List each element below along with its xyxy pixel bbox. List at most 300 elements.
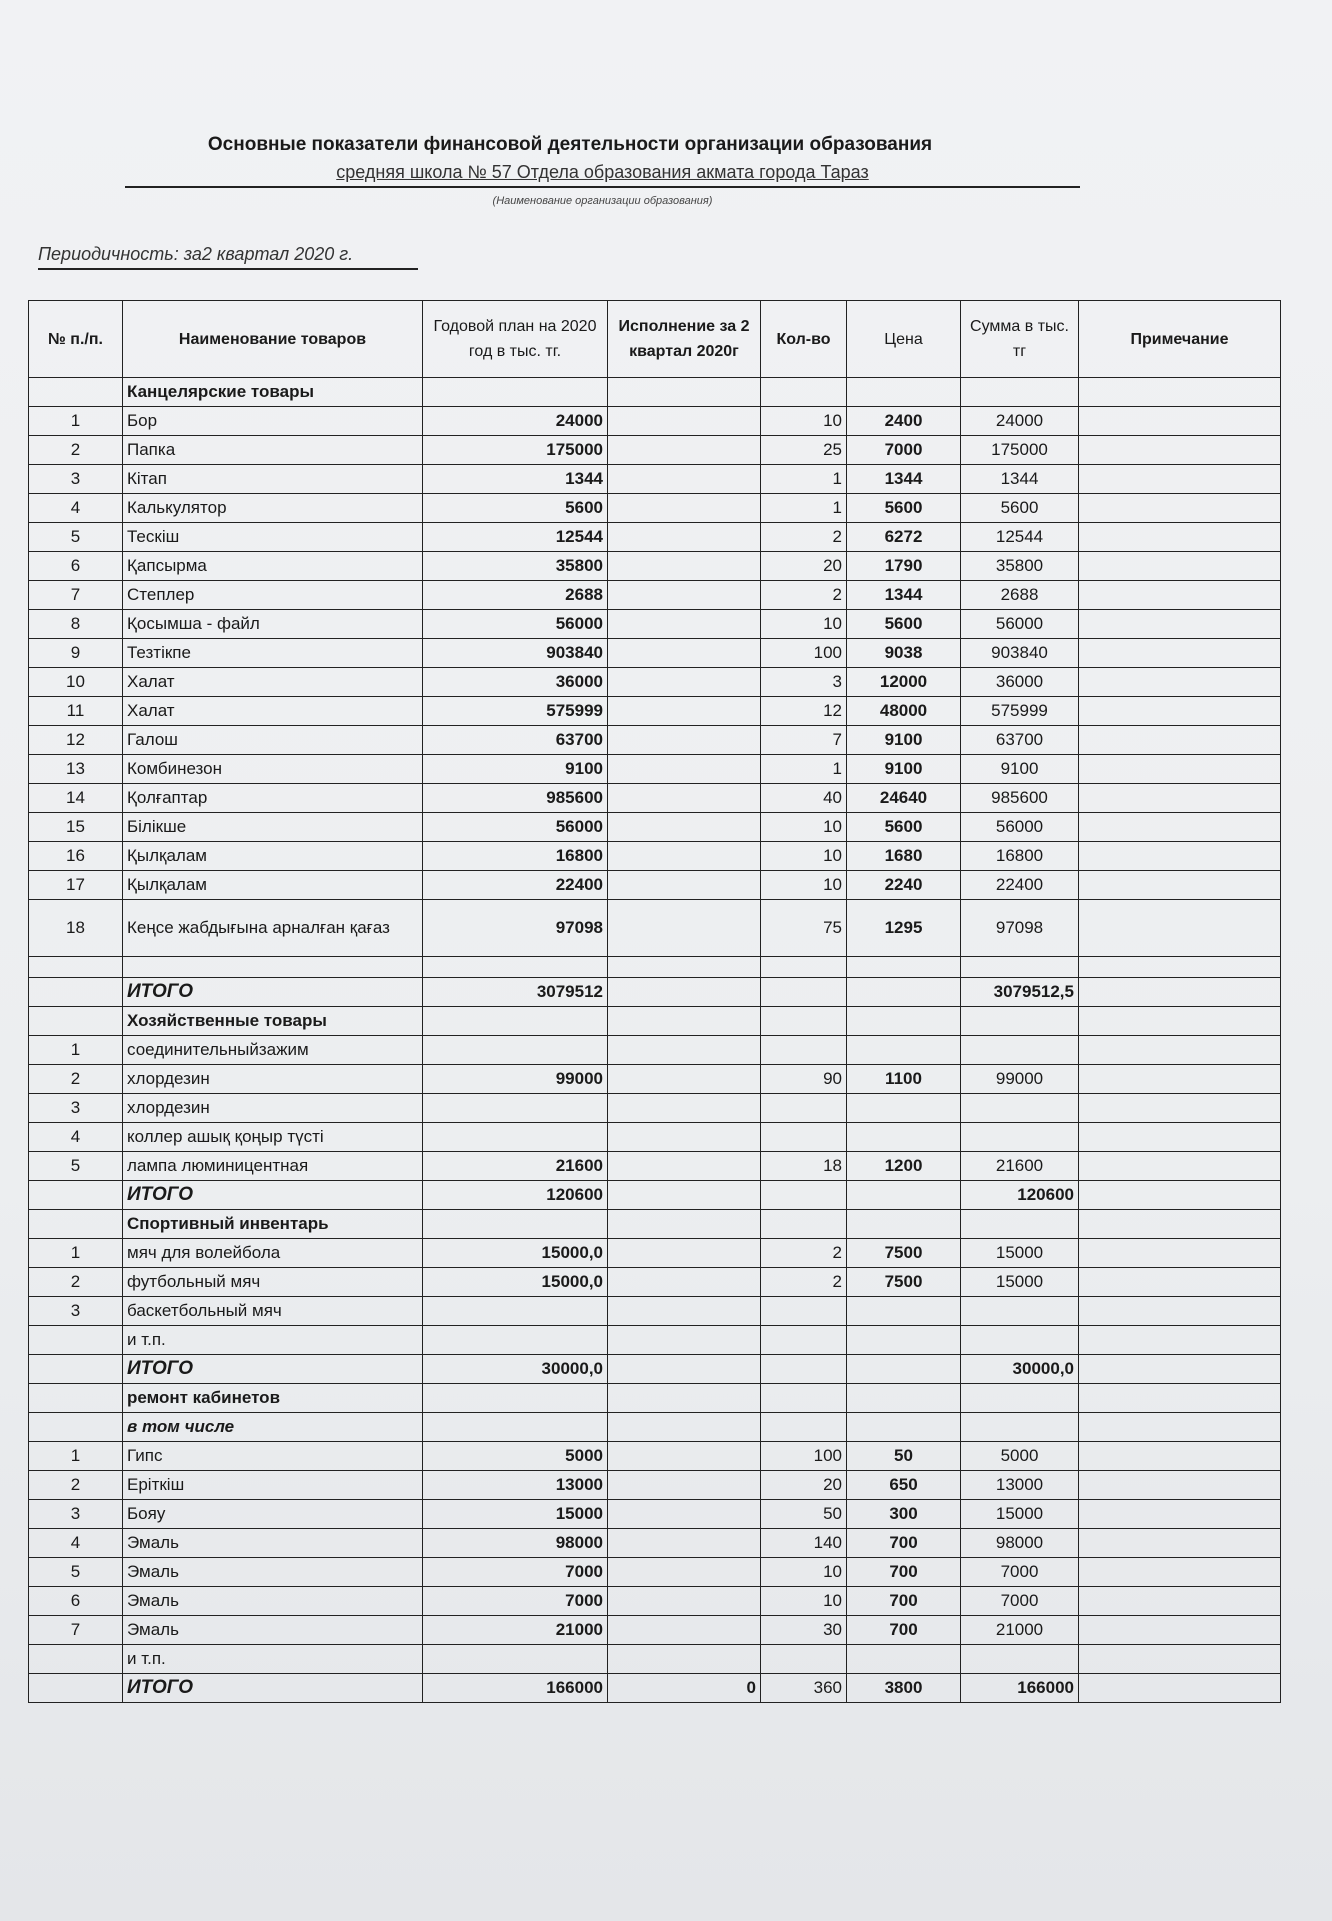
sum-cell: 2688	[961, 581, 1079, 610]
execution-cell	[608, 1442, 761, 1471]
row-number-cell: 3	[29, 1094, 123, 1123]
annual-plan-cell	[423, 1210, 608, 1239]
price-cell: 5600	[847, 610, 961, 639]
row-number-cell	[29, 378, 123, 407]
price-cell: 1100	[847, 1065, 961, 1094]
annual-plan-cell: 21600	[423, 1152, 608, 1181]
price-cell	[847, 378, 961, 407]
quantity-cell: 50	[761, 1500, 847, 1529]
report-title: Основные показатели финансовой деятельности организации образования	[207, 134, 933, 155]
execution-cell	[608, 755, 761, 784]
header-col-price: Цена	[847, 301, 961, 378]
row-number-cell: 10	[29, 668, 123, 697]
table-row	[29, 523, 1281, 552]
annual-plan-cell: 98000	[423, 1529, 608, 1558]
item-name-cell: Степлер	[123, 581, 423, 610]
execution-cell	[608, 378, 761, 407]
sum-cell: 13000	[961, 1471, 1079, 1500]
sum-cell	[961, 957, 1079, 978]
price-cell	[847, 1094, 961, 1123]
total-row	[29, 1674, 1281, 1703]
price-cell: 5600	[847, 813, 961, 842]
execution-cell	[608, 1094, 761, 1123]
row-number-cell: 17	[29, 871, 123, 900]
row-number-cell	[29, 1355, 123, 1384]
quantity-cell: 10	[761, 1587, 847, 1616]
note-cell	[1079, 1558, 1281, 1587]
row-number-cell	[29, 1674, 123, 1703]
row-number-cell: 9	[29, 639, 123, 668]
table-row	[29, 1036, 1281, 1065]
item-name-cell: Еріткіш	[123, 1471, 423, 1500]
organization-caption: (Наименование организации образования)	[492, 195, 713, 207]
annual-plan-cell	[423, 1036, 608, 1065]
table-row	[29, 1152, 1281, 1181]
quantity-cell: 10	[761, 1558, 847, 1587]
sum-cell: 903840	[961, 639, 1079, 668]
sum-cell: 7000	[961, 1587, 1079, 1616]
item-name-cell: Эмаль	[123, 1616, 423, 1645]
quantity-cell	[761, 1413, 847, 1442]
execution-cell	[608, 1239, 761, 1268]
annual-plan-cell: 16800	[423, 842, 608, 871]
price-cell	[847, 957, 961, 978]
price-cell: 700	[847, 1587, 961, 1616]
price-cell: 5600	[847, 494, 961, 523]
price-cell	[847, 1210, 961, 1239]
financial-table	[28, 300, 1281, 1703]
price-cell: 1680	[847, 842, 961, 871]
price-cell	[847, 1645, 961, 1674]
table-row	[29, 436, 1281, 465]
row-number-cell: 3	[29, 465, 123, 494]
item-name-cell: мяч для волейбола	[123, 1239, 423, 1268]
annual-plan-cell: 35800	[423, 552, 608, 581]
item-name-cell: лампа люминицентная	[123, 1152, 423, 1181]
annual-plan-cell: 21000	[423, 1616, 608, 1645]
execution-cell	[608, 1645, 761, 1674]
quantity-cell: 10	[761, 842, 847, 871]
execution-cell	[608, 407, 761, 436]
note-cell	[1079, 1123, 1281, 1152]
row-number-cell: 1	[29, 1036, 123, 1065]
annual-plan-cell	[423, 1297, 608, 1326]
table-row	[29, 668, 1281, 697]
annual-plan-cell	[423, 1413, 608, 1442]
row-number-cell	[29, 1384, 123, 1413]
execution-cell	[608, 465, 761, 494]
annual-plan-cell: 56000	[423, 610, 608, 639]
note-cell	[1079, 978, 1281, 1007]
row-number-cell	[29, 1645, 123, 1674]
sum-cell: 99000	[961, 1065, 1079, 1094]
row-number-cell	[29, 978, 123, 1007]
quantity-cell: 10	[761, 407, 847, 436]
row-number-cell: 18	[29, 900, 123, 957]
row-number-cell	[29, 1210, 123, 1239]
execution-cell	[608, 1587, 761, 1616]
item-name-cell: хлордезин	[123, 1065, 423, 1094]
price-cell	[847, 1123, 961, 1152]
item-name-cell: футбольный мяч	[123, 1268, 423, 1297]
row-number-cell: 1	[29, 407, 123, 436]
quantity-cell: 10	[761, 871, 847, 900]
quantity-cell	[761, 1036, 847, 1065]
annual-plan-cell: 7000	[423, 1587, 608, 1616]
table-row	[29, 1413, 1281, 1442]
note-cell	[1079, 1616, 1281, 1645]
note-cell	[1079, 697, 1281, 726]
annual-plan-cell: 9100	[423, 755, 608, 784]
row-number-cell: 12	[29, 726, 123, 755]
sum-cell: 15000	[961, 1500, 1079, 1529]
execution-cell	[608, 957, 761, 978]
header-col-plan: Годовой план на 2020 год в тыс. тг.	[423, 301, 608, 378]
row-number-cell: 2	[29, 1268, 123, 1297]
quantity-cell: 18	[761, 1152, 847, 1181]
periodicity: Периодичность: за2 квартал 2020 г.	[38, 244, 418, 270]
sum-cell: 3079512,5	[961, 978, 1079, 1007]
header-col-execution: Исполнение за 2 квартал 2020г	[608, 301, 761, 378]
item-name-cell: Бор	[123, 407, 423, 436]
annual-plan-cell	[423, 378, 608, 407]
annual-plan-cell: 1344	[423, 465, 608, 494]
quantity-cell: 100	[761, 1442, 847, 1471]
row-number-cell	[29, 1413, 123, 1442]
sum-cell: 56000	[961, 610, 1079, 639]
section-row	[29, 1210, 1281, 1239]
execution-cell	[608, 668, 761, 697]
note-cell	[1079, 465, 1281, 494]
execution-cell	[608, 1384, 761, 1413]
annual-plan-cell: 12544	[423, 523, 608, 552]
execution-cell	[608, 1007, 761, 1036]
execution-cell	[608, 1355, 761, 1384]
sum-cell: 97098	[961, 900, 1079, 957]
note-cell	[1079, 1471, 1281, 1500]
price-cell: 1344	[847, 581, 961, 610]
item-name-cell: Эмаль	[123, 1558, 423, 1587]
table-row	[29, 957, 1281, 978]
row-number-cell: 4	[29, 494, 123, 523]
table-row	[29, 697, 1281, 726]
row-number-cell: 6	[29, 1587, 123, 1616]
quantity-cell	[761, 978, 847, 1007]
item-name-cell: Эмаль	[123, 1529, 423, 1558]
sum-cell	[961, 1123, 1079, 1152]
note-cell	[1079, 668, 1281, 697]
price-cell: 9038	[847, 639, 961, 668]
annual-plan-cell: 575999	[423, 697, 608, 726]
section-row	[29, 1384, 1281, 1413]
table-row	[29, 1500, 1281, 1529]
item-name-cell: Халат	[123, 697, 423, 726]
table-row	[29, 755, 1281, 784]
annual-plan-cell: 5000	[423, 1442, 608, 1471]
sum-cell: 1344	[961, 465, 1079, 494]
annual-plan-cell: 166000	[423, 1674, 608, 1703]
price-cell	[847, 1384, 961, 1413]
table-row	[29, 900, 1281, 957]
quantity-cell: 10	[761, 610, 847, 639]
table-row	[29, 1297, 1281, 1326]
execution-cell	[608, 581, 761, 610]
price-cell: 300	[847, 1500, 961, 1529]
quantity-cell: 10	[761, 813, 847, 842]
row-number-cell	[29, 1326, 123, 1355]
execution-cell	[608, 697, 761, 726]
execution-cell	[608, 1500, 761, 1529]
section-row	[29, 378, 1281, 407]
table-row	[29, 610, 1281, 639]
annual-plan-cell: 120600	[423, 1181, 608, 1210]
annual-plan-cell: 2688	[423, 581, 608, 610]
sum-cell	[961, 1094, 1079, 1123]
row-number-cell: 11	[29, 697, 123, 726]
price-cell: 7500	[847, 1239, 961, 1268]
item-name-cell: Білікше	[123, 813, 423, 842]
item-name-cell: Гипс	[123, 1442, 423, 1471]
note-cell	[1079, 1036, 1281, 1065]
table-row	[29, 581, 1281, 610]
item-name-cell: хлордезин	[123, 1094, 423, 1123]
sum-cell	[961, 1413, 1079, 1442]
note-cell	[1079, 1645, 1281, 1674]
row-number-cell: 4	[29, 1529, 123, 1558]
item-name-cell: Канцелярские товары	[123, 378, 423, 407]
quantity-cell: 1	[761, 465, 847, 494]
table-header-row	[29, 301, 1281, 378]
table-row	[29, 407, 1281, 436]
item-name-cell: Қылқалам	[123, 871, 423, 900]
sum-cell	[961, 1384, 1079, 1413]
item-name-cell: ИТОГО	[123, 1355, 423, 1384]
note-cell	[1079, 378, 1281, 407]
execution-cell	[608, 1616, 761, 1645]
row-number-cell	[29, 957, 123, 978]
sum-cell: 15000	[961, 1268, 1079, 1297]
price-cell	[847, 1326, 961, 1355]
price-cell: 9100	[847, 726, 961, 755]
row-number-cell: 3	[29, 1500, 123, 1529]
table-row	[29, 1239, 1281, 1268]
item-name-cell: ИТОГО	[123, 978, 423, 1007]
item-name-cell: ремонт кабинетов	[123, 1384, 423, 1413]
price-cell	[847, 1355, 961, 1384]
annual-plan-cell	[423, 1384, 608, 1413]
note-cell	[1079, 1181, 1281, 1210]
sum-cell	[961, 1007, 1079, 1036]
quantity-cell: 2	[761, 523, 847, 552]
quantity-cell	[761, 1094, 847, 1123]
note-cell	[1079, 1210, 1281, 1239]
annual-plan-cell: 15000	[423, 1500, 608, 1529]
item-name-cell: Эмаль	[123, 1587, 423, 1616]
table-row	[29, 1123, 1281, 1152]
table-row	[29, 1587, 1281, 1616]
item-name-cell: Қылқалам	[123, 842, 423, 871]
note-cell	[1079, 957, 1281, 978]
price-cell	[847, 978, 961, 1007]
note-cell	[1079, 1007, 1281, 1036]
sum-cell	[961, 378, 1079, 407]
table-row	[29, 552, 1281, 581]
annual-plan-cell	[423, 1007, 608, 1036]
item-name-cell: Тескіш	[123, 523, 423, 552]
note-cell	[1079, 784, 1281, 813]
execution-cell	[608, 436, 761, 465]
note-cell	[1079, 610, 1281, 639]
quantity-cell	[761, 1326, 847, 1355]
table-row	[29, 1065, 1281, 1094]
execution-cell	[608, 1123, 761, 1152]
execution-cell	[608, 726, 761, 755]
item-name-cell: Комбинезон	[123, 755, 423, 784]
annual-plan-cell: 24000	[423, 407, 608, 436]
item-name-cell: Галош	[123, 726, 423, 755]
item-name-cell: Папка	[123, 436, 423, 465]
execution-cell	[608, 1529, 761, 1558]
execution-cell	[608, 1471, 761, 1500]
row-number-cell: 15	[29, 813, 123, 842]
price-cell	[847, 1181, 961, 1210]
sum-cell: 5600	[961, 494, 1079, 523]
annual-plan-cell: 22400	[423, 871, 608, 900]
item-name-cell: ИТОГО	[123, 1674, 423, 1703]
item-name-cell: Қолғаптар	[123, 784, 423, 813]
table-row	[29, 1645, 1281, 1674]
table-row	[29, 1094, 1281, 1123]
execution-cell	[608, 842, 761, 871]
item-name-cell: Халат	[123, 668, 423, 697]
note-cell	[1079, 1297, 1281, 1326]
note-cell	[1079, 1413, 1281, 1442]
quantity-cell: 20	[761, 1471, 847, 1500]
quantity-cell: 20	[761, 552, 847, 581]
item-name-cell: Тезтікпе	[123, 639, 423, 668]
note-cell	[1079, 407, 1281, 436]
row-number-cell: 2	[29, 1065, 123, 1094]
item-name-cell: и т.п.	[123, 1645, 423, 1674]
total-row	[29, 1355, 1281, 1384]
execution-cell	[608, 1036, 761, 1065]
annual-plan-cell	[423, 1326, 608, 1355]
note-cell	[1079, 755, 1281, 784]
price-cell: 7000	[847, 436, 961, 465]
annual-plan-cell: 56000	[423, 813, 608, 842]
row-number-cell	[29, 1007, 123, 1036]
total-row	[29, 1181, 1281, 1210]
row-number-cell: 6	[29, 552, 123, 581]
row-number-cell: 5	[29, 1558, 123, 1587]
annual-plan-cell	[423, 1645, 608, 1674]
quantity-cell: 2	[761, 1268, 847, 1297]
price-cell: 50	[847, 1442, 961, 1471]
note-cell	[1079, 523, 1281, 552]
annual-plan-cell	[423, 1123, 608, 1152]
annual-plan-cell: 7000	[423, 1558, 608, 1587]
table-row	[29, 639, 1281, 668]
sum-cell: 24000	[961, 407, 1079, 436]
price-cell: 7500	[847, 1268, 961, 1297]
table-row	[29, 1616, 1281, 1645]
row-number-cell: 13	[29, 755, 123, 784]
note-cell	[1079, 842, 1281, 871]
execution-cell	[608, 523, 761, 552]
annual-plan-cell: 15000,0	[423, 1268, 608, 1297]
quantity-cell: 30	[761, 1616, 847, 1645]
price-cell: 1790	[847, 552, 961, 581]
quantity-cell: 25	[761, 436, 847, 465]
annual-plan-cell: 13000	[423, 1471, 608, 1500]
price-cell: 700	[847, 1558, 961, 1587]
header-col-quantity: Кол-во	[761, 301, 847, 378]
note-cell	[1079, 813, 1281, 842]
note-cell	[1079, 1094, 1281, 1123]
execution-cell	[608, 1210, 761, 1239]
annual-plan-cell: 30000,0	[423, 1355, 608, 1384]
sum-cell	[961, 1645, 1079, 1674]
annual-plan-cell	[423, 957, 608, 978]
sum-cell: 15000	[961, 1239, 1079, 1268]
price-cell: 24640	[847, 784, 961, 813]
annual-plan-cell: 15000,0	[423, 1239, 608, 1268]
note-cell	[1079, 552, 1281, 581]
execution-cell: 0	[608, 1674, 761, 1703]
table-row	[29, 1529, 1281, 1558]
sum-cell	[961, 1326, 1079, 1355]
quantity-cell: 3	[761, 668, 847, 697]
annual-plan-cell: 36000	[423, 668, 608, 697]
note-cell	[1079, 639, 1281, 668]
note-cell	[1079, 1239, 1281, 1268]
note-cell	[1079, 1065, 1281, 1094]
execution-cell	[608, 978, 761, 1007]
quantity-cell	[761, 1384, 847, 1413]
table-body	[29, 378, 1281, 1703]
table-row	[29, 494, 1281, 523]
note-cell	[1079, 494, 1281, 523]
price-cell: 1295	[847, 900, 961, 957]
note-cell	[1079, 1674, 1281, 1703]
sum-cell: 21000	[961, 1616, 1079, 1645]
note-cell	[1079, 900, 1281, 957]
row-number-cell: 2	[29, 1471, 123, 1500]
price-cell: 6272	[847, 523, 961, 552]
header-col-number: № п./п.	[29, 301, 123, 378]
quantity-cell: 360	[761, 1674, 847, 1703]
row-number-cell: 5	[29, 523, 123, 552]
quantity-cell: 90	[761, 1065, 847, 1094]
sum-cell: 21600	[961, 1152, 1079, 1181]
table-row	[29, 871, 1281, 900]
item-name-cell: Қапсырма	[123, 552, 423, 581]
execution-cell	[608, 494, 761, 523]
annual-plan-cell: 985600	[423, 784, 608, 813]
sum-cell: 9100	[961, 755, 1079, 784]
price-cell: 12000	[847, 668, 961, 697]
note-cell	[1079, 1500, 1281, 1529]
row-number-cell	[29, 1181, 123, 1210]
table-row	[29, 1326, 1281, 1355]
item-name-cell: и т.п.	[123, 1326, 423, 1355]
execution-cell	[608, 1268, 761, 1297]
row-number-cell: 14	[29, 784, 123, 813]
sum-cell: 985600	[961, 784, 1079, 813]
table-row	[29, 1471, 1281, 1500]
sum-cell: 575999	[961, 697, 1079, 726]
execution-cell	[608, 813, 761, 842]
